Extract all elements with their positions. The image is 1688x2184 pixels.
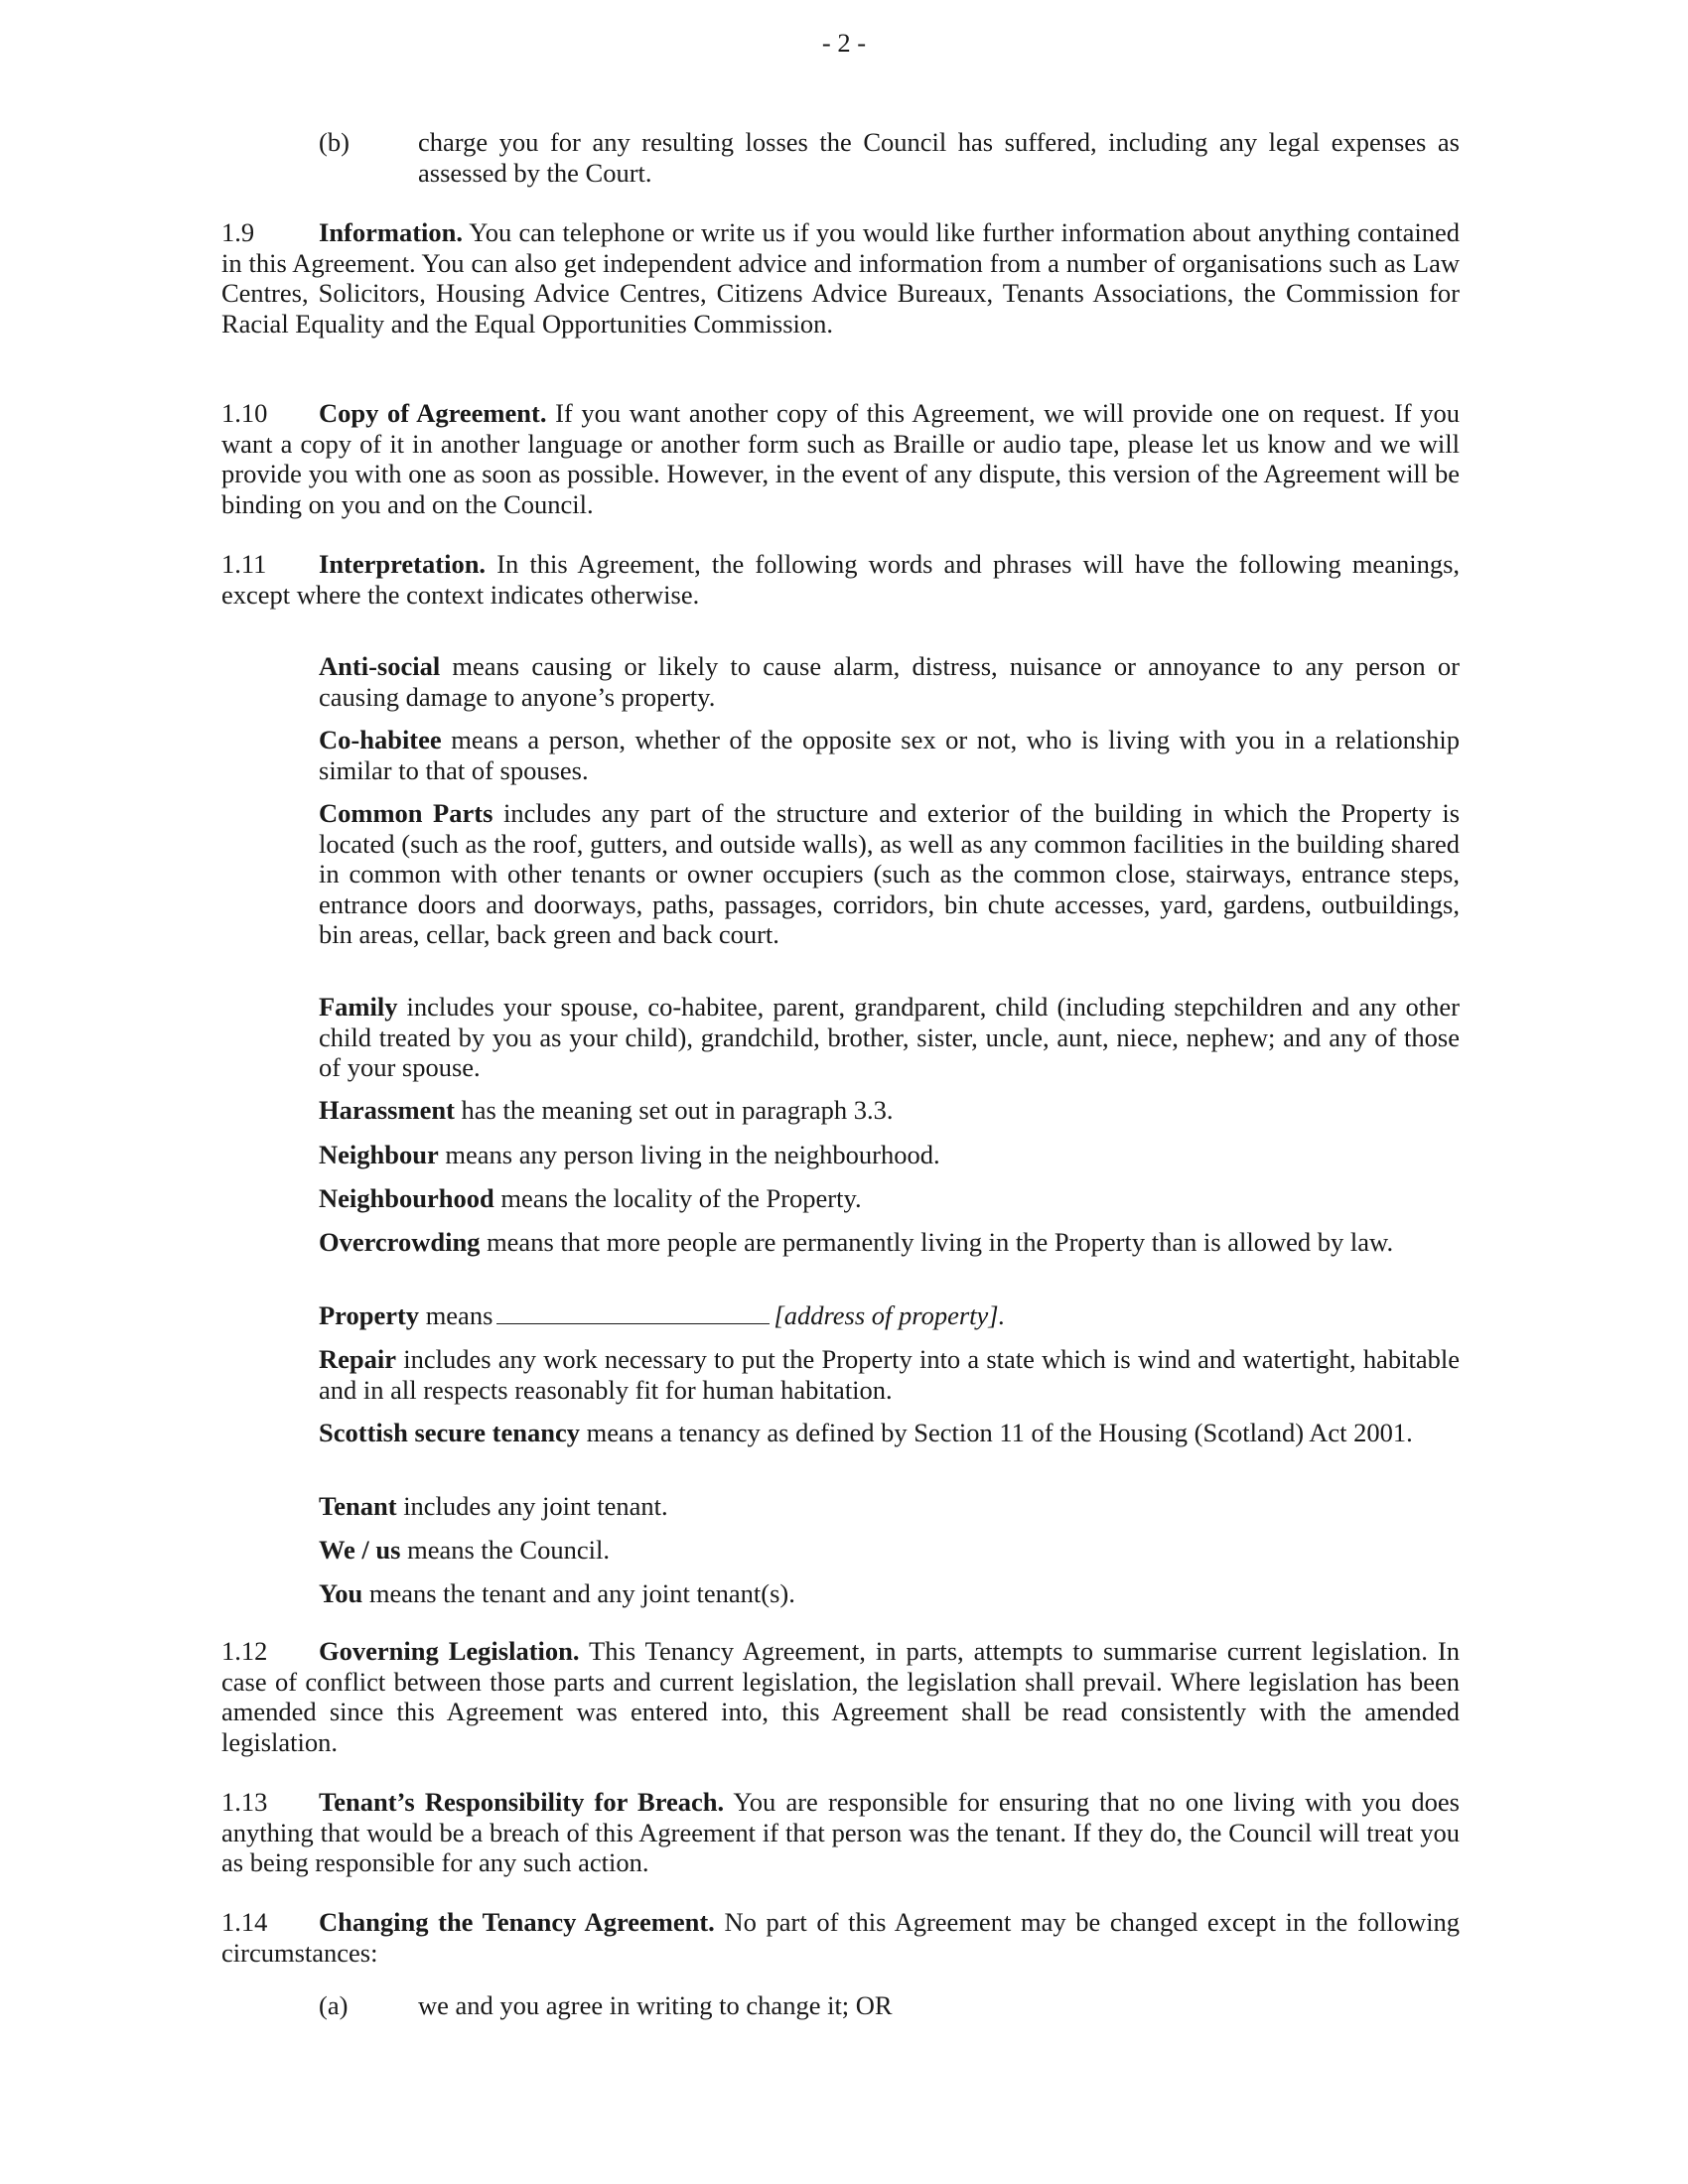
definition-term: Anti-social (319, 651, 441, 681)
item-b-label: (b) (319, 127, 350, 157)
definition-text: includes any part of the structure and exterior of the building in which the Property is located (such as the roof, gutters, and outside walls), as well as any common facilities in the building shared in common with other tenants or owner occupiers (such as the common close, stairways, entrance steps, entrance doors and doorways, paths, passages, corridors, bin chute accesses, yard, gardens, outbuildings, bin areas, cellar, back green and back court. (319, 798, 1461, 949)
section-number: 1.12 (221, 1636, 268, 1666)
definition-property (319, 1300, 1460, 1331)
definition-text: means causing or likely to cause alarm, distress, nuisance or annoyance to any person or causing damage to anyone’s property. (319, 651, 1460, 712)
definition-term: Property (319, 1300, 420, 1330)
definition-term: You (319, 1578, 363, 1608)
definition-term: We / us (319, 1535, 401, 1565)
definition-text: means the Council. (407, 1535, 610, 1565)
address-placeholder: [address of property]. (774, 1300, 1006, 1330)
definition-term: Common Parts (319, 798, 493, 828)
definition-term: Overcrowding (319, 1227, 481, 1257)
page-number: - 2 - (821, 28, 867, 58)
section-text: In this Agreement, the following words and phrases will have the following meanings, except where the context indicates otherwise. (221, 549, 1461, 610)
definition-text: means the tenant and any joint tenant(s). (368, 1578, 795, 1608)
section-text: If you want another copy of this Agreement, we will provide one on request. If you want a copy of it in another language or another form such as Braille or audio tape, please let us know and we will provide you with one as soon as possible. However, in the event of any dispute, this version of the Agreement will be binding on you and on the Council. (221, 398, 1460, 519)
definition-harassment (319, 1095, 1460, 1126)
definition-term: Scottish secure tenancy (319, 1418, 581, 1447)
section-heading: Tenant’s Responsibility for Breach. (319, 1787, 725, 1817)
definition-term: Family (319, 992, 398, 1022)
section-number: 1.9 (221, 217, 255, 247)
definition-term: Tenant (319, 1491, 397, 1521)
section-text: No part of this Agreement may be changed except in the following circumstances: (221, 1907, 1461, 1968)
definition-text: means the locality of the Property. (500, 1183, 862, 1213)
section-1-9 (221, 217, 1460, 339)
definition-term: Neighbourhood (319, 1183, 494, 1213)
item-a-label: (a) (319, 1990, 349, 2020)
definition-scottish-secure-tenancy (319, 1418, 1460, 1448)
definition-text: means that more people are permanently living in the Property than is allowed by law. (487, 1227, 1394, 1257)
definition-term: Harassment (319, 1095, 455, 1125)
definition-common-parts (319, 798, 1460, 950)
section-1-14 (221, 1907, 1460, 1968)
section-number: 1.11 (221, 549, 267, 579)
definition-we-us (319, 1535, 1460, 1566)
section-1-12 (221, 1636, 1460, 1757)
section-heading: Copy of Agreement. (319, 398, 547, 428)
item-b-text: charge you for any resulting losses the Council has suffered, including any legal expenses as assessed by the Court. (418, 127, 1460, 188)
section-text: You can telephone or write us if you would like further information about anything contained in this Agreement. You can also get independent advice and information from a number of organisations such as Law Centres, Solicitors, Housing Advice Centres, Citizens Advice Bureaux, Tenants Associations, the Commission for Racial Equality and the Equal Opportunities Commission. (221, 217, 1460, 339)
definition-text: means a tenancy as defined by Section 11 of the Housing (Scotland) Act 2001. (586, 1418, 1413, 1447)
section-number: 1.13 (221, 1787, 268, 1817)
definition-neighbourhood (319, 1183, 1460, 1214)
section-heading: Changing the Tenancy Agreement. (319, 1907, 715, 1937)
definition-term: Repair (319, 1344, 397, 1374)
section-number: 1.10 (221, 398, 268, 428)
definition-text: includes your spouse, co-habitee, parent, grandparent, child (including stepchildren and any other child treated by you as your child), grandchild, brother, sister, uncle, aunt, niece, nephew; and any of those of your spouse. (319, 992, 1461, 1082)
definition-co-habitee (319, 725, 1460, 785)
definition-term: Neighbour (319, 1140, 439, 1169)
section-1-11 (221, 549, 1460, 610)
definition-neighbour (319, 1140, 1460, 1170)
definition-text: means (425, 1300, 493, 1330)
section-heading: Information. (319, 217, 464, 247)
definition-text: includes any work necessary to put the Property into a state which is wind and watertight, habitable and in all respects reasonably fit for human habitation. (319, 1344, 1460, 1405)
item-a-text: we and you agree in writing to change it; OR (418, 1990, 893, 2020)
section-1-13 (221, 1787, 1460, 1878)
section-number: 1.14 (221, 1907, 268, 1937)
address-blank-line (496, 1301, 770, 1324)
definition-tenant (319, 1491, 1460, 1522)
section-1-10 (221, 398, 1460, 519)
definition-text: means any person living in the neighbourhood. (445, 1140, 940, 1169)
definition-overcrowding (319, 1227, 1460, 1258)
definition-term: Co-habitee (319, 725, 442, 754)
definition-repair (319, 1344, 1460, 1405)
section-text: This Tenancy Agreement, in parts, attempts to summarise current legislation. In case of conflict between those parts and current legislation, the legislation shall prevail. Where legislation has been amended since this Agreement was entered into, this Agreement shall be read consistently with the amended legislation. (221, 1636, 1460, 1757)
section-text: You are responsible for ensuring that no one living with you does anything that would be a breach of this Agreement if that person was the tenant. If they do, the Council will treat you as being responsible for any such action. (221, 1787, 1460, 1877)
definition-anti-social (319, 651, 1460, 712)
section-heading: Governing Legislation. (319, 1636, 580, 1666)
section-heading: Interpretation. (319, 549, 487, 579)
definition-text: has the meaning set out in paragraph 3.3. (461, 1095, 894, 1125)
definition-you (319, 1578, 1460, 1609)
definition-text: means a person, whether of the opposite sex or not, who is living with you in a relationship similar to that of spouses. (319, 725, 1460, 785)
definition-text: includes any joint tenant. (403, 1491, 668, 1521)
definition-family (319, 992, 1460, 1083)
